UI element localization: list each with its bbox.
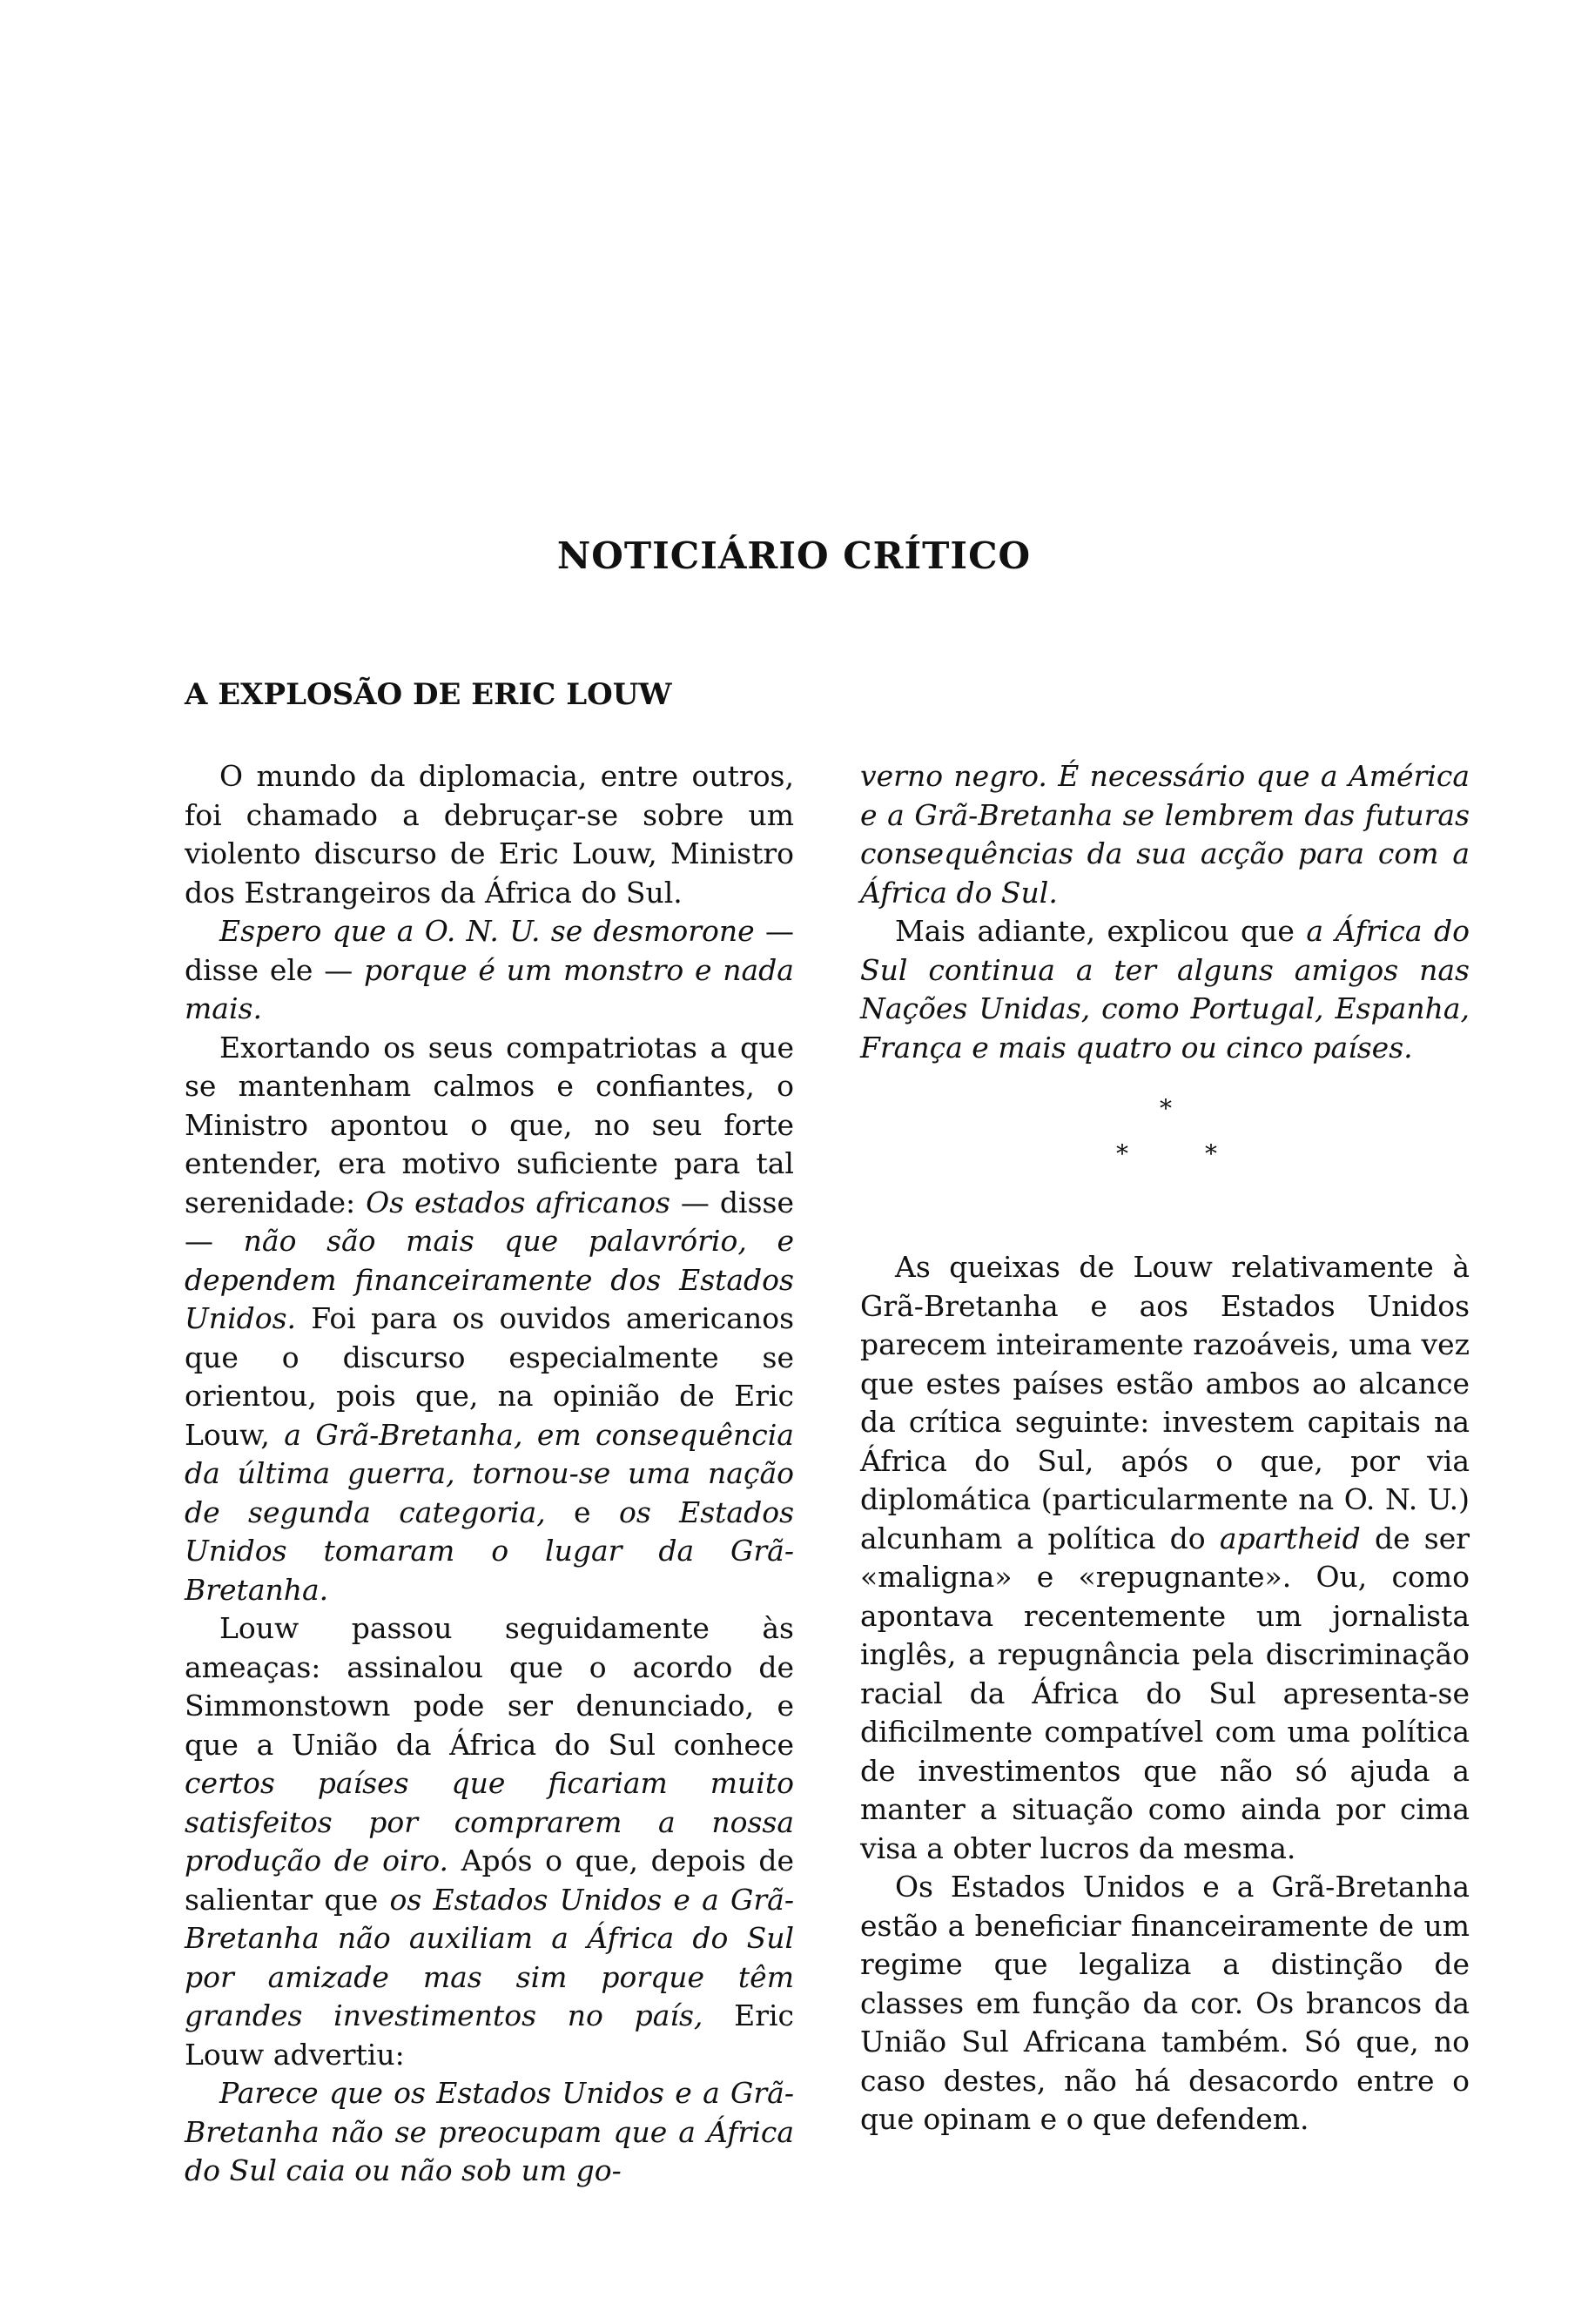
paragraph-5-start [185,2074,794,2191]
left-column [185,757,794,2191]
text-run: Após o que, depois de salientar que [185,1844,795,1917]
paragraph-4 [185,1609,794,2074]
text-run: Exortando os seus compatriotas a que se mantenham calmos e confiantes, o Ministro apontou o que, no seu forte entender, era motivo suficiente para tal serenidade: [185,1030,794,1219]
text-run: Mais adiante, explicou que [895,914,1307,948]
italic-quote: os Estados Unidos e a Grã-Bretanha não auxiliam a África do Sul por amizade mas sim porque têm grandes investimentos no país, [185,1882,794,2032]
asterisk: * [1160,1094,1172,1123]
paragraph-1: O mundo da diplomacia, entre outros, foi chamado a debruçar-se sobre um violento discurso de Eric Louw, Ministro dos Estrangeiros da África do Sul. [185,759,794,910]
text-run: As queixas de Louw relativamente à Grã-Bretanha e aos Estados Unidos parecem inteiramente razoáveis, uma vez que estes países estão ambos ao alcance da crítica seguinte: investem capitais na África do Sul, após o que, por via diplomática (particularmente na O. N. U.) alcunham a política do [860,1250,1470,1555]
italic-term: apartheid [1219,1521,1361,1555]
article-title: A EXPLOSÃO DE ERIC LOUW [185,677,672,712]
italic-quote: Espero que a O. N. U. se desmorone [219,914,755,948]
paragraph-8: Os Estados Unidos e a Grã-Bretanha estão a beneficiar financeiramente de um regime que legaliza a distinção de classes em função da cor. Os brancos da União Sul Africana também. Só que, no caso destes, não há desacordo entre o que opinam e o que defendem. [860,1870,1470,2136]
italic-quote: certos países que ficariam muito satisfeitos por comprarem a nossa produção de oiro. [185,1766,794,1877]
italic-quote: verno negro. É necessário que a América e a Grã-Bretanha se lembrem das futuras consequências da sua acção para com a África do Sul. [860,759,1470,910]
text-run: Eric Louw advertiu: [185,1998,795,2072]
paragraph-7 [860,1248,1470,1868]
asterisk: * [1116,1139,1128,1168]
paragraph-5-end [860,757,1470,912]
italic-quote: não são mais que palavrório, e dependem financeiramente dos Estados Unidos. [185,1224,794,1335]
text-run: Foi para os ouvidos americanos que o discurso especialmente se orientou, pois que, na opinião de Eric Louw, [185,1301,794,1452]
italic-quote: a Grã-Bretanha, em consequência da última guerra, tornou-se uma nação de segunda categoria, [185,1417,794,1529]
text-run: — disse ele — [185,914,794,987]
text-run: Louw passou seguidamente às ameaças: assinalou que o acordo de Simmonstown pode ser denunciado, e que a União da África do Sul conhece [185,1611,794,1762]
paragraph-3 [185,1029,794,1610]
right-column [860,757,1470,2139]
italic-quote: os Estados Unidos tomaram o lugar da Grã-Bretanha. [185,1494,794,1607]
section-separator [860,1090,1470,1199]
text-run: e [545,1494,619,1529]
italic-quote: Os estados africanos [366,1185,670,1219]
text-run: de ser «maligna» e «repugnante». Ou, como apontava recentemente um jornalista inglês, a repugnância pela discriminação racial da África do Sul apresenta-se dificilmente compatível com uma política de investimentos que não só ajuda a manter a situação como ainda por cima visa a obter lucros da mesma. [860,1521,1470,1865]
asterisk: * [1205,1139,1217,1168]
italic-quote: a África do Sul continua a ter alguns amigos nas Nações Unidas, como Portugal, Espanha, França e mais quatro ou cinco países. [860,914,1470,1065]
italic-quote: Parece que os Estados Unidos e a Grã-Bretanha não se preocupam que a África do Sul caia ou não sob um go- [185,2076,794,2187]
section-title: NOTICIÁRIO CRÍTICO [556,534,1032,577]
paragraph-2 [185,912,794,1029]
paragraph-6 [860,912,1470,1067]
text-run: — disse — [185,1185,795,1258]
italic-quote: porque é um monstro e nada mais. [185,952,794,1025]
